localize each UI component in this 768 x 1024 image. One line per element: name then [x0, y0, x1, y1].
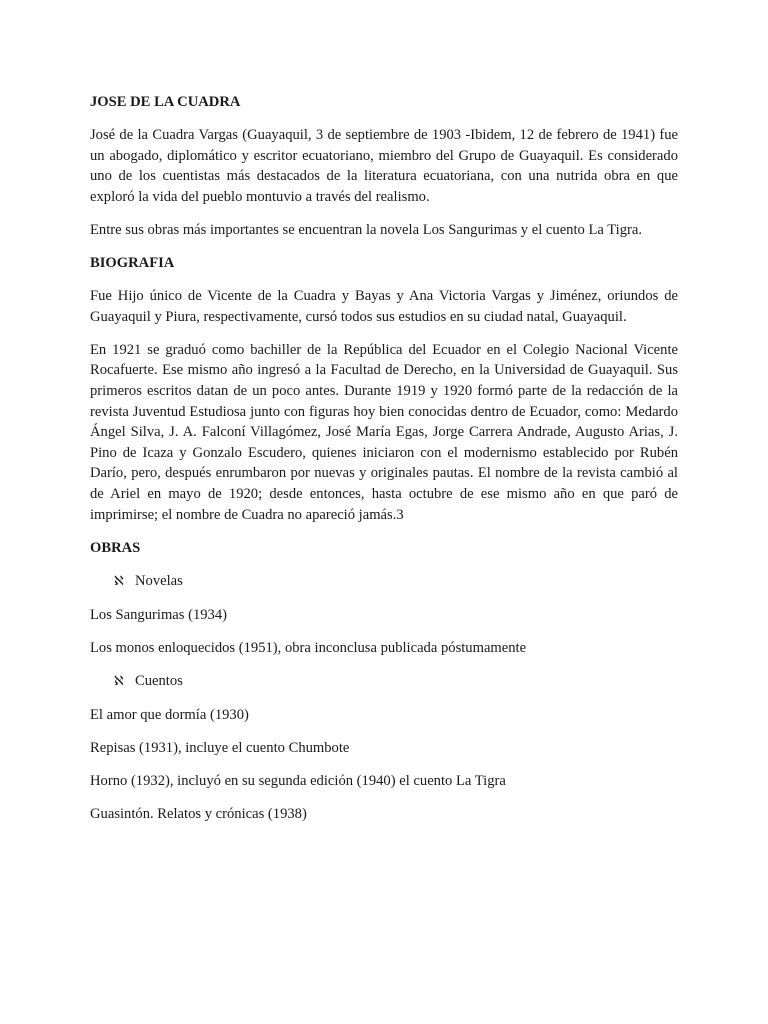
novelas-subheading	[90, 571, 678, 593]
intro-paragraph: José de la Cuadra Vargas (Guayaquil, 3 de septiembre de 1903 -Ibidem, 12 de febrero de 1941) fue un abogado, diplomático y escritor ecuatoriano, miembro del Grupo de Guayaquil. Es considerado uno de los cuentistas más destacados de la literatura ecuatoriana, con una nutrida obra en que exploró la vida del pueblo montuvio a través del realismo.	[90, 127, 678, 205]
biografia-heading: BIOGRAFIA	[90, 255, 175, 272]
biografia-paragraph: Fue Hijo único de Vicente de la Cuadra y Bayas y Ana Victoria Vargas y Jiménez, oriundos de Guayaquil y Piura, respectivamente, cursó todos sus estudios en su ciudad natal, Guayaquil.	[90, 288, 678, 325]
aleph-bullet-icon: ℵ	[114, 573, 124, 589]
cuento-item: Horno (1932), incluyó en su segunda edición (1940) el cuento La Tigra	[90, 773, 506, 790]
cuento-item: El amor que dormía (1930)	[90, 707, 249, 724]
intro-paragraph: Entre sus obras más importantes se encuentran la novela Los Sangurimas y el cuento La Tigra.	[90, 221, 642, 238]
novela-item: Los Sangurimas (1934)	[90, 606, 228, 623]
novela-item: Los monos enloquecidos (1951), obra inconclusa publicada póstumamente	[90, 639, 527, 656]
biografia-paragraph: En 1921 se graduó como bachiller de la República del Ecuador en el Colegio Nacional Vicente Rocafuerte. Ese mismo año ingresó a la Facultad de Derecho, en la Universidad de Guayaquil. Sus primeros escritos datan de un poco antes. Durante 1919 y 1920 formó parte de la redacción de la revista Juventud Estudiosa junto con figuras hoy bien conocidas dentro de Ecuador, como: Medardo Ángel Silva, J. A. Falconí Villagómez, José María Egas, Jorge Carrera Andrade, Augusto Arias, J. Pino de Icaza y Gonzalo Escudero, quienes iniciaron con el modernismo establecido por Rubén Darío, pero, después enrumbaron por nuevas y originales pautas. El nombre de la revista cambió al de Ariel en mayo de 1920; desde entonces, hasta octubre de ese mismo año en que paró de imprimirse; el nombre de Cuadra no apareció jamás.3	[90, 341, 678, 523]
document-title: JOSE DE LA CUADRA	[90, 94, 241, 110]
obras-heading: OBRAS	[90, 539, 141, 556]
aleph-bullet-icon: ℵ	[114, 674, 124, 690]
cuentos-label: Cuentos	[135, 673, 183, 690]
cuento-item: Guasintón. Relatos y crónicas (1938)	[90, 806, 307, 823]
document-body	[90, 92, 678, 838]
cuentos-subheading	[90, 671, 678, 693]
cuento-item: Repisas (1931), incluye el cuento Chumbote	[90, 740, 350, 757]
novelas-label: Novelas	[135, 572, 183, 589]
